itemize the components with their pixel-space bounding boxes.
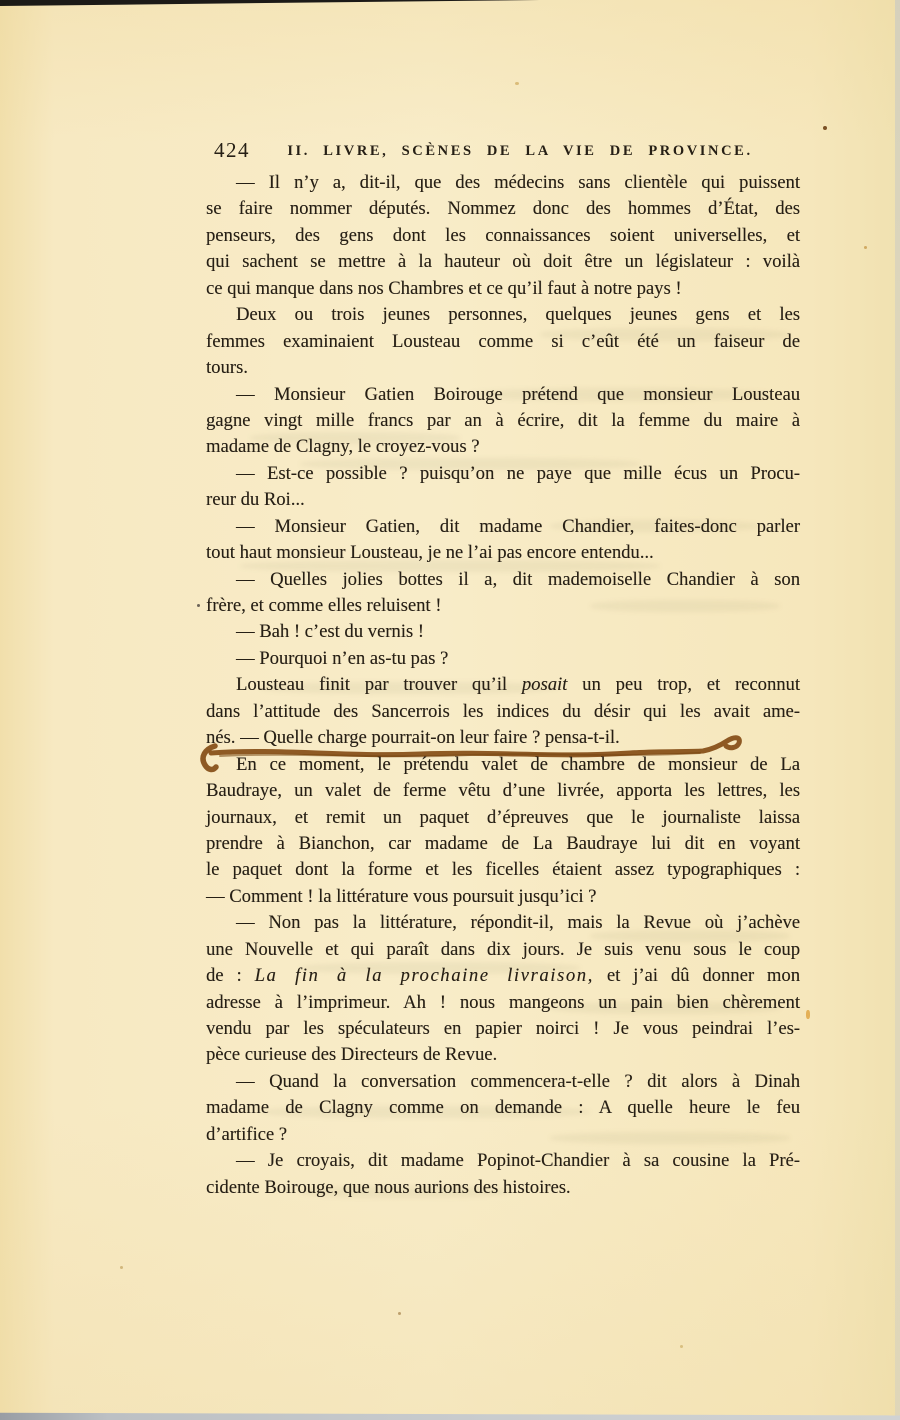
italic-text: posait [521, 674, 568, 696]
paragraph [206, 646, 800, 672]
paragraph [206, 752, 800, 911]
text-line [206, 963, 800, 989]
text-line [206, 408, 800, 434]
text-segment: — Monsieur Gatien Boirouge prétend que monsieur Lousteau [236, 383, 800, 405]
text-segment: En ce moment, le prétendu valet de chambre de monsieur de La [236, 753, 800, 775]
text-segment: se faire nommer députés. Nommez donc des hommes d’État, des [206, 198, 800, 220]
paragraph [206, 382, 800, 461]
text-line [206, 487, 800, 513]
scan-edge-bottom [0, 1412, 900, 1420]
text-line [206, 567, 800, 593]
text-segment: — Bah ! c’est du vernis ! [236, 621, 424, 643]
text-line [206, 831, 800, 857]
text-line [206, 593, 800, 619]
text-line [206, 937, 800, 963]
paragraph [206, 461, 800, 514]
text-segment: de : [206, 965, 255, 987]
text-segment: le paquet dont la forme et les ficelles étaient assez typographiques : [206, 859, 800, 881]
text-line [206, 196, 800, 222]
text-segment: prendre à Bianchon, car madame de La Baudraye lui dit en voyant [206, 832, 800, 854]
text-segment: tout haut monsieur Lousteau, je ne l’ai pas encore entendu... [206, 542, 654, 564]
text-line [206, 699, 800, 725]
text-line [206, 910, 800, 936]
text-segment: Baudraye, un valet de ferme vêtu d’une livrée, apporta les lettres, les [206, 780, 800, 802]
text-segment: un peu trop, et reconnut [567, 674, 800, 696]
text-segment: — Quand la conversation commencera-t-elle ? dit alors à Dinah [236, 1070, 800, 1092]
text-line [206, 1122, 800, 1148]
text-line [206, 329, 800, 355]
text-line [206, 434, 800, 460]
text-segment: qui sachent se mettre à la hauteur où doit être un législateur : voilà [206, 251, 800, 273]
text-segment: madame de Clagny, le croyez-vous ? [206, 436, 480, 458]
text-line [206, 1069, 800, 1095]
paragraph [206, 514, 800, 567]
text-segment: Deux ou trois jeunes personnes, quelques jeunes gens et les [236, 304, 800, 326]
text-line [206, 1148, 800, 1174]
text-line [206, 857, 800, 883]
text-segment: journaux, et remit un paquet d’épreuves que le journaliste laissa [206, 806, 800, 828]
text-segment: — Il n’y a, dit-il, que des médecins sans clientèle qui puissent [236, 172, 800, 193]
running-head [206, 140, 800, 164]
text-line [206, 990, 800, 1016]
text-line [206, 355, 800, 381]
text-line [206, 752, 800, 778]
text-segment: frère, et comme elles reluisent ! [206, 595, 442, 616]
text-line [206, 805, 800, 831]
text-segment: — Est-ce possible ? puisqu’on ne paye que mille écus un Procu- [236, 462, 800, 484]
scan-edge-right [895, 0, 900, 1420]
text-line [206, 461, 800, 487]
text-segment: gagne vingt mille francs par an à écrire, dit la femme du maire à [206, 409, 800, 431]
text-segment: — Comment ! la littérature vous poursuit jusqu’ici ? [206, 885, 597, 907]
paragraph [206, 1148, 800, 1201]
text-line [206, 1095, 800, 1121]
paragraph [206, 672, 800, 751]
text-line [206, 382, 800, 408]
text-line [206, 223, 800, 249]
text-segment: d’artifice ? [206, 1123, 288, 1145]
text-line [206, 1016, 800, 1042]
text-segment: pèce curieuse des Directeurs de Revue. [206, 1044, 498, 1066]
text-segment: penseurs, des gens dont les connaissances soient universelles, et [206, 224, 800, 246]
text-segment: — Monsieur Gatien, dit madame Chandier, faites-donc parler [236, 515, 800, 537]
text-segment: femmes examinaient Lousteau comme si c’eût été un faiseur de [206, 330, 800, 352]
paragraph [206, 1069, 800, 1148]
paragraph [206, 910, 800, 1069]
text-line [206, 778, 800, 804]
text-line [206, 725, 800, 751]
text-line [206, 646, 800, 672]
text-segment: — Pourquoi n’en as-tu pas ? [236, 647, 449, 669]
page-number: 424 [214, 138, 250, 162]
text-line [206, 1175, 800, 1201]
text-line [206, 249, 800, 275]
text-segment: — Non pas la littérature, répondit-il, mais la Revue où j’achève [236, 912, 800, 934]
text-line [206, 619, 800, 645]
text-segment: reur du Roi... [206, 489, 305, 511]
text-segment: Lousteau finit par trouver qu’il [236, 674, 522, 696]
text-segment: cidente Boirouge, que nous aurions des histoires. [206, 1176, 571, 1198]
text-line [206, 1042, 800, 1068]
paragraph [206, 302, 800, 381]
text-line [206, 884, 800, 910]
text-segment: et j’ai dû donner mon [593, 965, 800, 987]
scan-edge-top [0, 0, 540, 6]
text-segment: dans l’attitude des Sancerrois les indices du désir qui les avait ame- [206, 700, 800, 722]
text-line [206, 540, 800, 566]
text-segment: une Nouvelle et qui paraît dans dix jours. Je suis venu sous le coup [206, 938, 800, 960]
text-line [206, 276, 800, 302]
text-segment: tours. [206, 357, 248, 379]
text-segment: — Je croyais, dit madame Popinot-Chandier à sa cousine la Pré- [236, 1150, 800, 1172]
text-line [206, 170, 800, 196]
text-line [206, 672, 800, 698]
paragraph [206, 567, 800, 620]
text-segment: — Quelles jolies bottes il a, dit mademoiselle Chandier à son [236, 568, 800, 590]
text-line [206, 514, 800, 540]
text-segment: nés. — Quelle charge pourrait-on leur faire ? pensa-t-il. [206, 727, 620, 749]
text-segment: adresse à l’imprimeur. Ah ! nous mangeons un pain bien chèrement [206, 991, 800, 1013]
text-segment: ce qui manque dans nos Chambres et ce qu’il faut à notre pays ! [206, 277, 682, 299]
paragraph [206, 619, 800, 645]
text-segment: madame de Clagny comme on demande : A quelle heure le feu [206, 1097, 800, 1119]
paragraph [206, 170, 800, 302]
body-text [206, 170, 800, 1201]
text-segment: vendu par les spéculateurs en papier noirci ! Je vous peindrai l’es- [206, 1018, 800, 1039]
text-line [206, 302, 800, 328]
italic-text: La fin à la prochaine livraison, [254, 965, 594, 987]
running-title: II. LIVRE, SCÈNES DE LA VIE DE PROVINCE. [287, 143, 753, 159]
